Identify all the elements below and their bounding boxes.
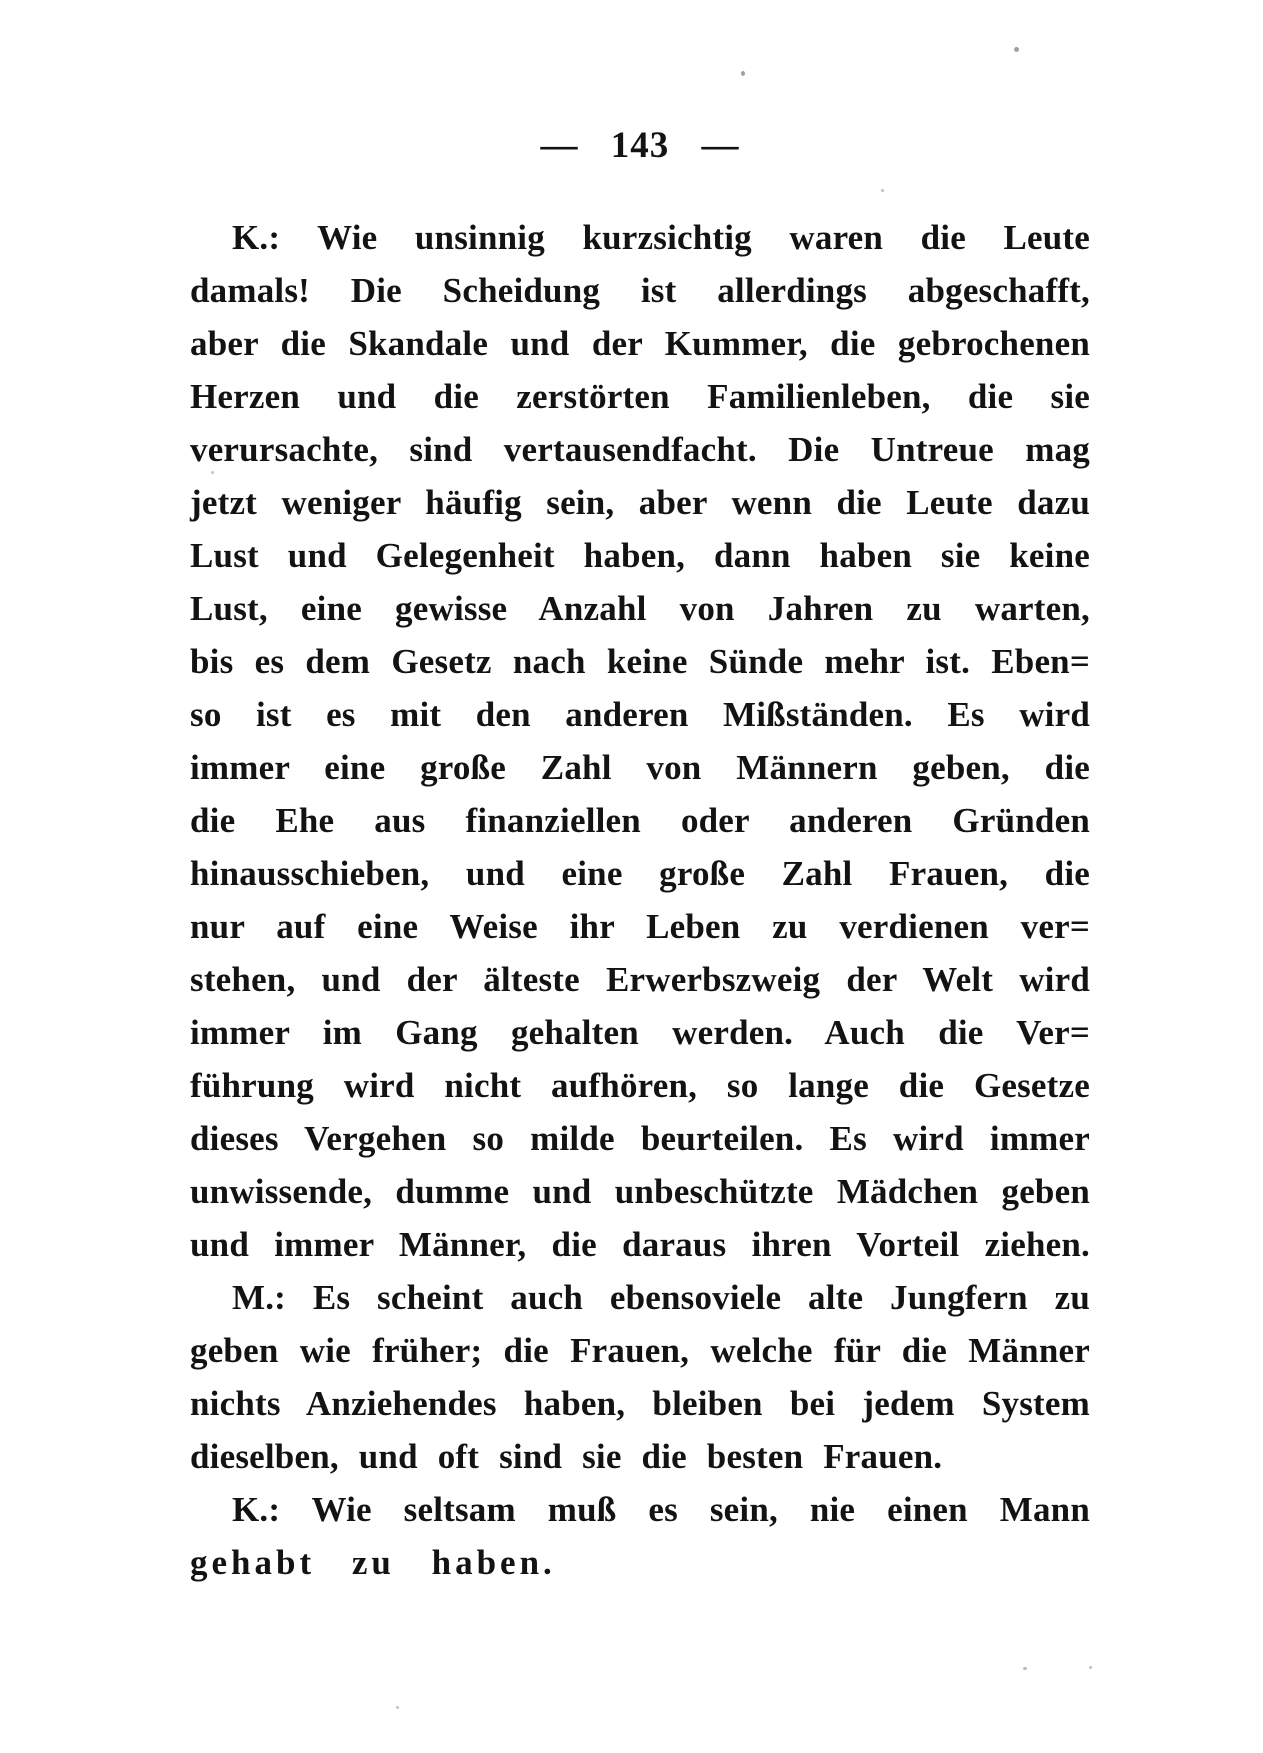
text-line: Lust und Gelegenheit haben, dann haben sie keine	[190, 536, 1090, 575]
text-line: verursachte, sind vertausendfacht. Die Untreue mag	[190, 430, 1090, 469]
text-line: dieselben, und oft sind sie die besten Frauen.	[190, 1437, 943, 1476]
text-line: damals! Die Scheidung ist allerdings abgeschafft,	[190, 271, 1090, 310]
page-body	[190, 211, 1090, 1589]
text-line: so ist es mit den anderen Mißständen. Es wird	[190, 695, 1090, 734]
text-line: hinausschieben, und eine große Zahl Frauen, die	[190, 854, 1090, 893]
text-line: führung wird nicht aufhören, so lange die Gesetze	[190, 1066, 1090, 1105]
page-number: — 143 —	[540, 125, 740, 166]
text-line: immer eine große Zahl von Männern geben, die	[190, 748, 1090, 787]
scan-speck	[1023, 1667, 1027, 1670]
scan-speck	[396, 1706, 399, 1709]
text-line: M.: Es scheint auch ebensoviele alte Jungfern zu	[232, 1278, 1090, 1317]
text-line: stehen, und der älteste Erwerbszweig der Welt wird	[190, 960, 1090, 999]
text-line: nur auf eine Weise ihr Leben zu verdienen ver=	[190, 907, 1090, 946]
scan-speck	[1089, 1666, 1092, 1669]
text-line: unwissende, dumme und unbeschützte Mädchen geben	[190, 1172, 1090, 1211]
text-line: nichts Anziehendes haben, bleiben bei jedem System	[190, 1384, 1090, 1423]
text-line: und immer Männer, die daraus ihren Vorteil ziehen.	[190, 1225, 1090, 1264]
text-line: Herzen und die zerstörten Familienleben, die sie	[190, 377, 1090, 416]
scan-speck	[881, 189, 884, 192]
text-line: die Ehe aus finanziellen oder anderen Gründen	[190, 801, 1090, 840]
text-line: bis es dem Gesetz nach keine Sünde mehr ist. Eben=	[190, 642, 1090, 681]
text-line: jetzt weniger häufig sein, aber wenn die Leute dazu	[190, 483, 1090, 522]
text-line: geben wie früher; die Frauen, welche für die Männer	[190, 1331, 1090, 1370]
text-line: K.: Wie seltsam muß es sein, nie einen Mann	[232, 1490, 1090, 1529]
scan-speck	[211, 471, 214, 474]
text-line: gehabt zu haben.	[190, 1543, 556, 1582]
text-line: aber die Skandale und der Kummer, die gebrochenen	[190, 324, 1090, 363]
text-line: Lust, eine gewisse Anzahl von Jahren zu warten,	[190, 589, 1090, 628]
scan-speck	[741, 71, 745, 76]
text-line: immer im Gang gehalten werden. Auch die Ver=	[190, 1013, 1090, 1052]
page-header	[190, 124, 1090, 167]
text-line: dieses Vergehen so milde beurteilen. Es wird immer	[190, 1119, 1090, 1158]
text-line: K.: Wie unsinnig kurzsichtig waren die Leute	[232, 218, 1090, 257]
scan-speck	[1014, 47, 1019, 52]
